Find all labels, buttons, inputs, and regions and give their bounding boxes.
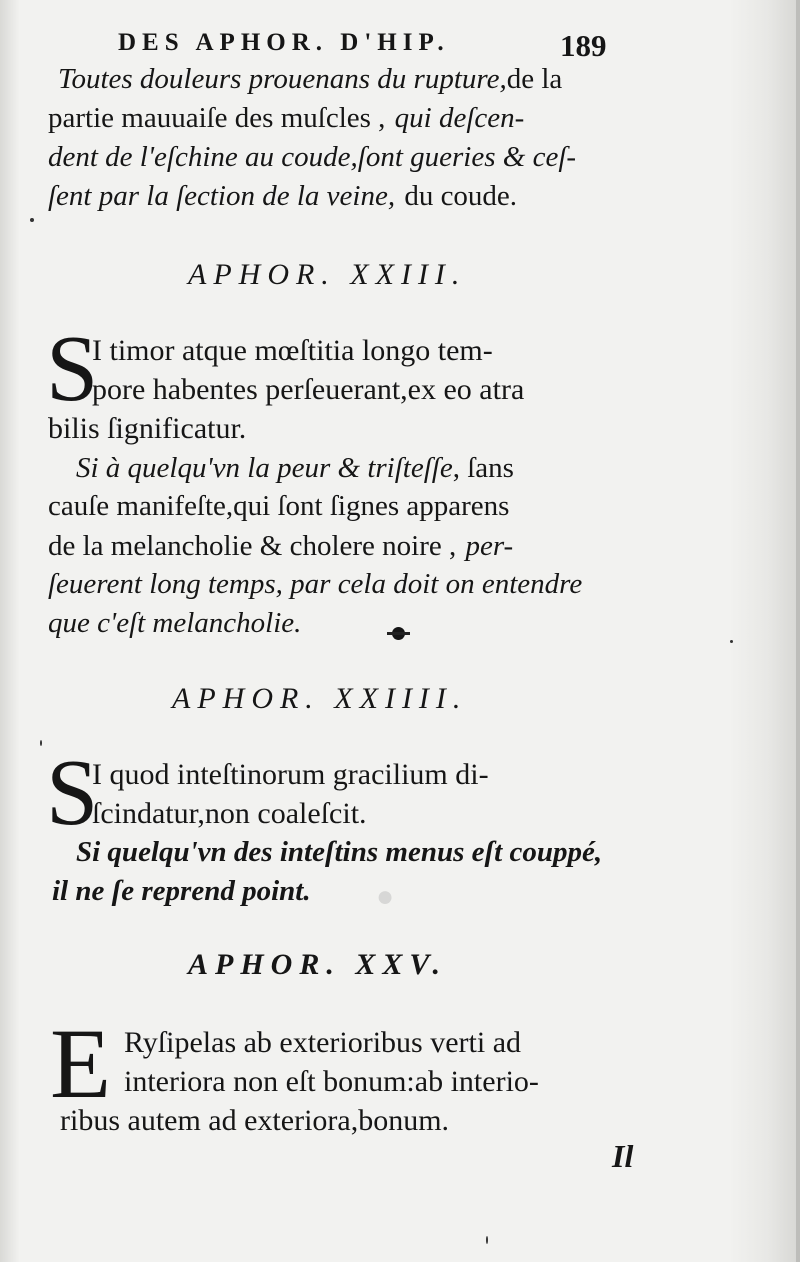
page-edge bbox=[796, 0, 800, 1262]
text-line: ſeuerent long temps, par cela doit on entendre bbox=[48, 568, 583, 600]
paper-speck bbox=[730, 640, 733, 643]
latin-line: ribus autem ad exteriora,bonum. bbox=[60, 1104, 450, 1137]
text-line: que c'eſt melancholie. bbox=[48, 607, 302, 639]
aphorism-heading: APHOR. XXIII. bbox=[188, 258, 467, 291]
show-through: ● bbox=[370, 880, 395, 913]
aphorism-heading: APHOR. XXIIII. bbox=[172, 682, 468, 715]
drop-capital: S bbox=[46, 317, 99, 421]
latin-line: Ryſipelas ab exterioribus verti ad bbox=[124, 1026, 522, 1059]
paper-speck bbox=[486, 1236, 488, 1244]
text-line: Si quelqu'vn des inteſtins menus eſt couppé, bbox=[76, 836, 603, 868]
ornament-mark bbox=[392, 627, 405, 640]
latin-line: pore habentes perſeuerant,ex eo atra bbox=[92, 373, 525, 406]
catchword: Il bbox=[612, 1138, 634, 1174]
aphorism-heading: APHOR. XXV. bbox=[188, 948, 448, 981]
latin-line: bilis ſignificatur. bbox=[48, 412, 247, 445]
text-line: dent de l'eſchine au coude,ſont gueries & ceſ- bbox=[48, 141, 577, 173]
text-line: cauſe manifeſte,qui ſont ſignes apparens bbox=[48, 490, 510, 522]
running-title: DES APHOR. D'HIP. bbox=[118, 29, 450, 56]
latin-line: interiora non eſt bonum:ab interio- bbox=[124, 1065, 539, 1098]
page-number: 189 bbox=[560, 28, 607, 63]
paper-speck bbox=[30, 218, 34, 222]
drop-capital: S bbox=[46, 741, 99, 845]
page-edge-shadow bbox=[728, 0, 800, 1262]
text-line: Si à quelqu'vn la peur & triſteſſe, ſans bbox=[76, 452, 514, 484]
page-gutter-shadow bbox=[0, 0, 20, 1262]
text-line: il ne ſe reprend point. bbox=[52, 875, 311, 907]
latin-line: ſcindatur,non coaleſcit. bbox=[92, 797, 367, 830]
latin-line: I quod inteſtinorum gracilium di- bbox=[92, 758, 489, 791]
text-line: partie mauuaiſe des muſcles , qui deſcen- bbox=[48, 102, 525, 134]
latin-line: I timor atque mœſtitia longo tem- bbox=[92, 334, 493, 367]
text-line: Toutes douleurs prouenans du rupture,de la bbox=[58, 63, 563, 95]
paper-speck bbox=[40, 740, 42, 746]
text-line: ſent par la ſection de la veine, du coude. bbox=[48, 180, 518, 212]
drop-capital: E bbox=[50, 1008, 112, 1119]
text-line: de la melancholie & cholere noire , per- bbox=[48, 530, 514, 562]
